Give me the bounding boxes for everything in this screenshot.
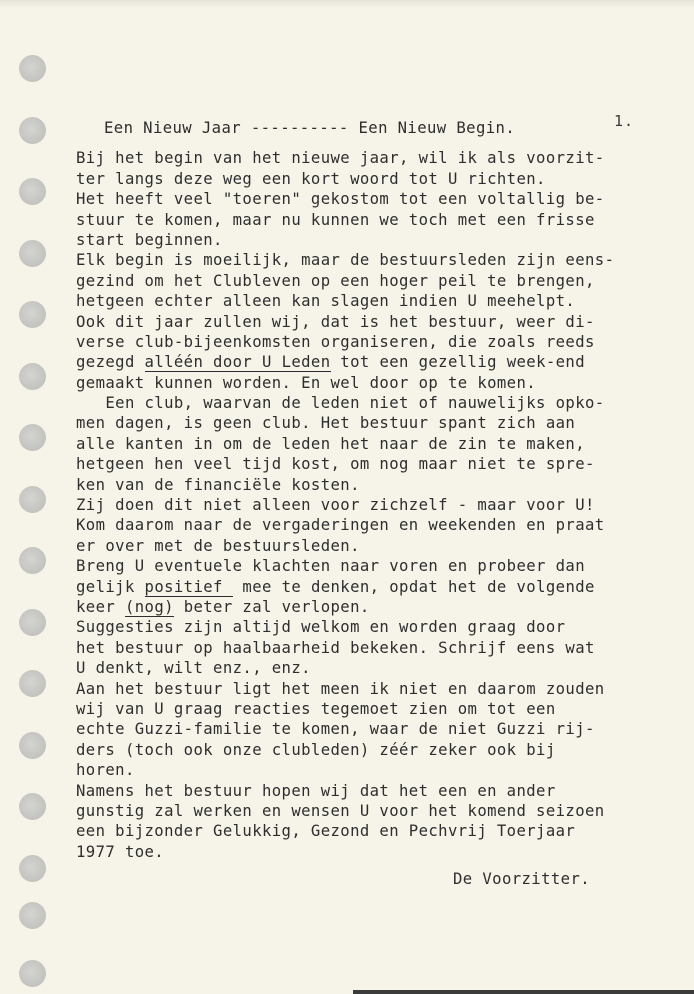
text-line [76,495,676,515]
text-segment: beter zal verlopen. [173,597,370,616]
underlined-text: (nog) [124,597,174,616]
text-segment: ders (toch ook onze clubleden) zéér zeker ook bij [76,740,556,759]
text-line [76,821,676,841]
text-line [76,352,676,372]
text-segment: het bestuur op haalbaarheid bekeken. Schrijf eens wat [76,638,595,657]
text-line [76,617,676,637]
text-line [76,760,676,780]
text-segment: Kom daarom naar de vergaderingen en weekenden en praat [76,516,605,535]
text-line [76,699,676,719]
binder-hole [19,960,46,987]
text-segment: ken van de financiële kosten. [76,475,360,494]
text-segment: men dagen, is geen club. Het bestuur spant zich aan [76,414,576,433]
text-segment: stuur te komen, maar nu kunnen we toch met een frisse [76,210,595,229]
text-segment: 1977 toe. [76,842,165,861]
text-line [76,291,676,311]
binder-hole [19,670,46,697]
text-segment: Een club, waarvan de leden niet of nauwelijks opko- [76,394,605,413]
text-segment: Suggesties zijn altijd welkom en worden graag door [76,618,566,637]
text-line [76,658,676,678]
text-segment: keer [76,597,125,616]
text-segment: mee te denken, opdat het de volgende [232,577,595,596]
binder-hole [19,547,46,574]
signature: De Voorzitter. [453,870,591,888]
text-segment: wij van U graag reacties tegemoet zien om tot een [76,699,556,718]
text-line [76,250,676,270]
text-segment: Elk begin is moeilijk, maar de bestuursleden zijn eens- [76,251,615,270]
text-line [76,454,676,474]
text-line [76,577,676,597]
text-line [76,312,676,332]
text-segment: Aan het bestuur ligt het meen ik niet en daarom zouden [76,679,605,698]
text-segment: Bij het begin van het nieuwe jaar, wil ik als voorzit- [76,149,605,168]
text-line [76,373,676,393]
text-line [76,271,676,291]
text-segment: horen. [76,761,135,780]
text-line [76,801,676,821]
text-line [76,169,676,189]
text-segment: ter langs deze weg een kort woord tot U richten. [76,169,546,188]
binder-hole [19,609,46,636]
text-line [76,475,676,495]
text-segment: gezind om het Clubleven op een hoger peil te brengen, [76,271,595,290]
text-line [76,148,676,168]
text-segment: Namens het bestuur hopen wij dat het een en ander [76,781,556,800]
text-line [76,679,676,699]
text-line [76,332,676,352]
text-line [76,719,676,739]
text-segment: Ook dit jaar zullen wij, dat is het bestuur, weer di- [76,312,595,331]
letter-title: Een Nieuw Jaar ---------- Een Nieuw Begin. [104,119,516,137]
binder-hole [19,117,46,144]
binder-hole [19,902,46,929]
text-segment: Het heeft veel "toeren" gekostom tot een voltallig be- [76,190,605,209]
binder-hole [19,793,46,820]
underlined-text: positief [144,577,233,596]
page-top-shadow [0,0,694,8]
text-segment: tot een gezellig week-end [330,353,586,372]
binder-hole [19,424,46,451]
binder-hole [19,855,46,882]
text-segment: gemaakt kunnen worden. En wel door op te komen. [76,373,537,392]
text-segment: alle kanten in om de leden het naar de zin te maken, [76,434,585,453]
binder-hole [19,301,46,328]
text-line [76,597,676,617]
page-bottom-edge [353,990,694,994]
text-line [76,638,676,658]
text-segment: verse club-bijeenkomsten organiseren, die zoals reeds [76,332,595,351]
text-segment: gelijk [76,577,145,596]
binder-hole [19,363,46,390]
text-line [76,740,676,760]
text-line [76,413,676,433]
text-line [76,842,676,862]
text-segment: Zij doen dit niet alleen voor zichzelf - maar voor U! [76,496,595,515]
text-line [76,536,676,556]
text-segment: gunstig zal werken en wensen U voor het komend seizoen [76,801,605,820]
text-line [76,515,676,535]
text-segment: hetgeen hen veel tijd kost, om nog maar niet te spre- [76,455,595,474]
text-line [76,556,676,576]
underlined-text: alléén door U Leden [144,353,331,372]
text-segment: start beginnen. [76,230,223,249]
text-line [76,189,676,209]
binder-hole [19,486,46,513]
text-segment: er over met de bestuursleden. [76,536,360,555]
text-segment: Breng U eventuele klachten naar voren en probeer dan [76,557,585,576]
text-line [76,230,676,250]
binder-holes [0,0,60,994]
binder-hole [19,732,46,759]
binder-hole [19,178,46,205]
text-segment: gezegd [76,353,145,372]
text-segment: echte Guzzi-familie te komen, waar de niet Guzzi rij- [76,720,595,739]
binder-hole [19,55,46,82]
text-segment: hetgeen echter alleen kan slagen indien U meehelpt. [76,292,576,311]
text-segment: een bijzonder Gelukkig, Gezond en Pechvrij Toerjaar [76,822,576,841]
text-segment: U denkt, wilt enz., enz. [76,659,311,678]
text-line [76,434,676,454]
text-line [76,210,676,230]
binder-hole [19,240,46,267]
text-line [76,393,676,413]
text-line [76,781,676,801]
page-number: 1. [614,112,635,130]
letter-body [76,118,676,862]
